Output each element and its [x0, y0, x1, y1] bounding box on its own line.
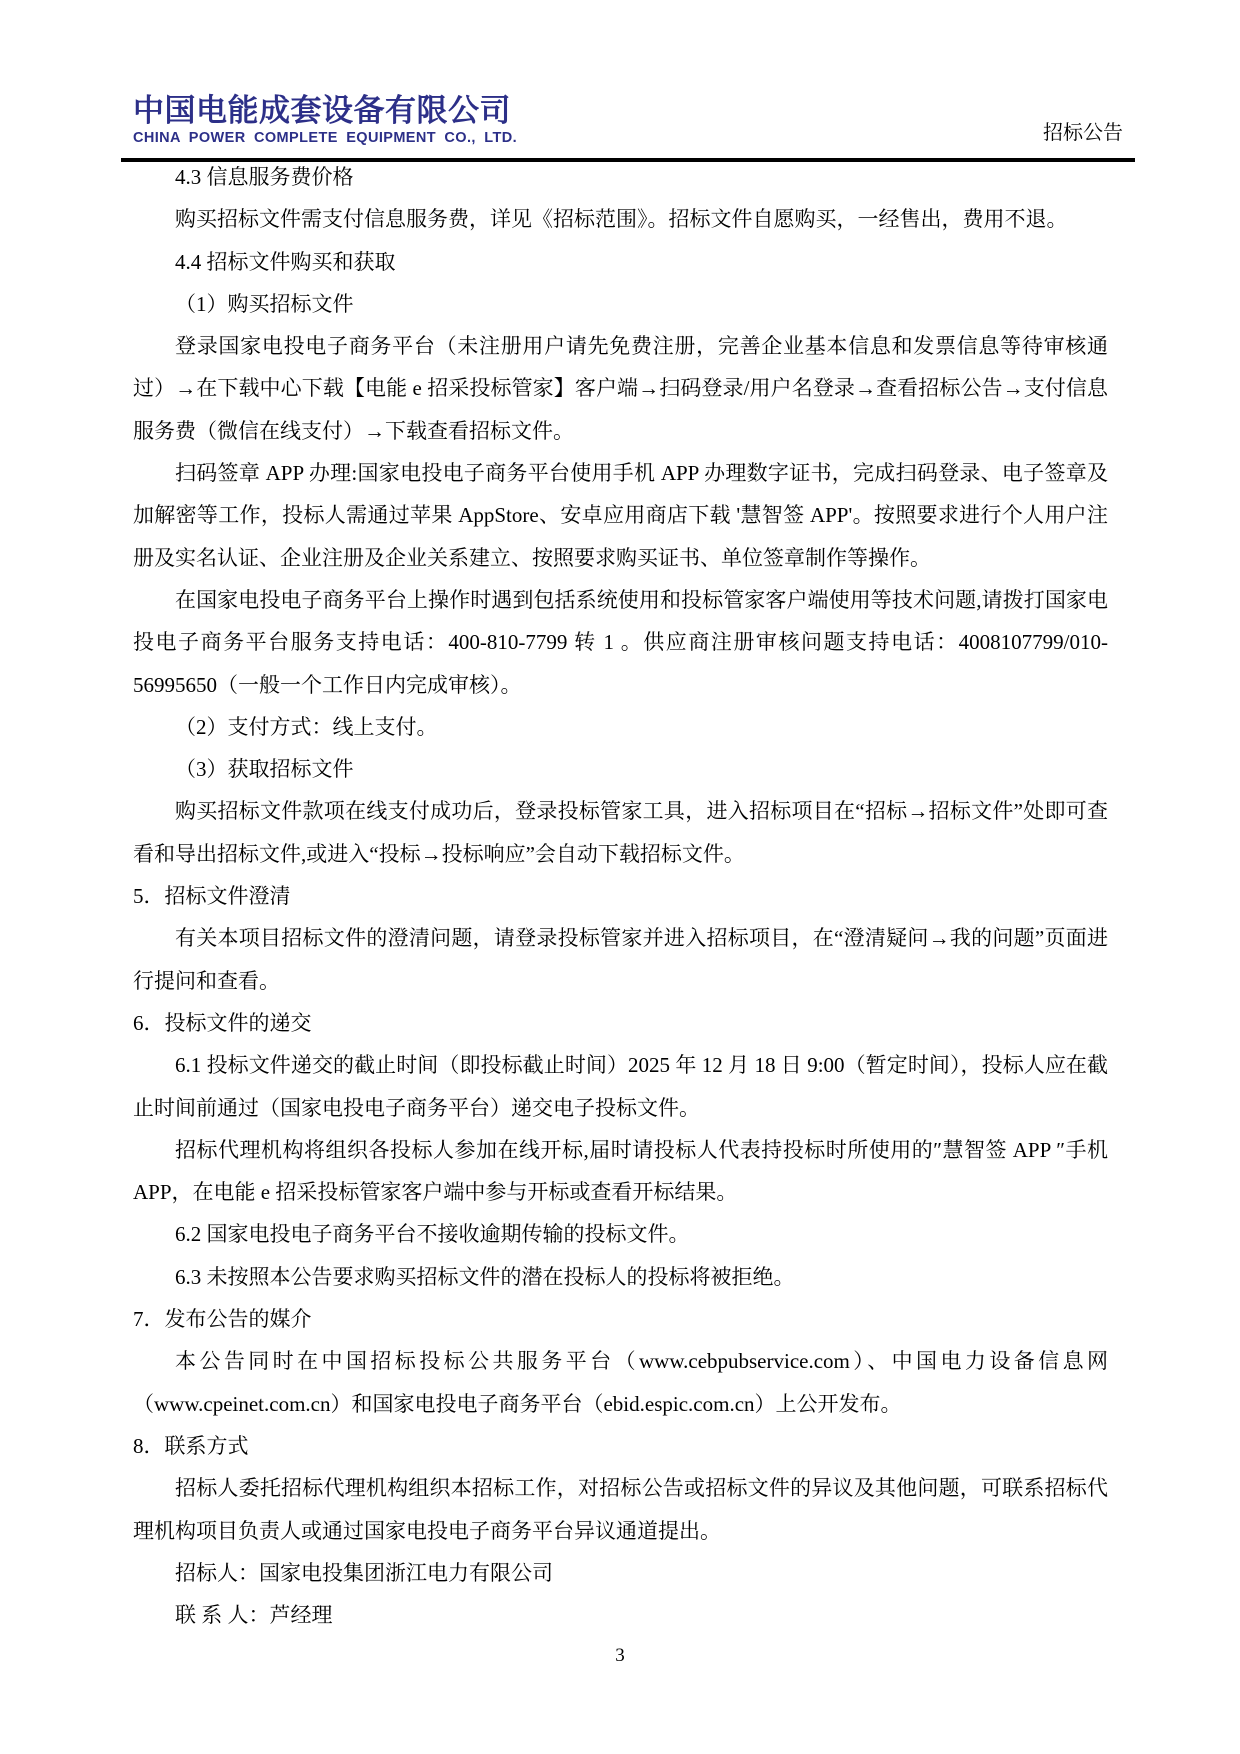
paragraph: （2）支付方式：线上支付。: [175, 714, 438, 739]
paragraph: 4.3 信息服务费价格: [175, 165, 354, 189]
paragraph: 招标人：国家电投集团浙江电力有限公司: [175, 1560, 553, 1585]
paragraph: （3）获取招标文件: [175, 757, 354, 782]
document-body: [133, 156, 1108, 1636]
paragraph: 登录国家电投电子商务平台（未注册用户请先免费注册，完善企业基本信息和发票信息等待审核通过）→在下载中心下载【电能 e 招采投标管家】客户端→扫码登录/用户名登录→查看招标公告→支付信息服务费（微信在线支付）→下载查看招标文件。: [133, 334, 1108, 443]
document-type-label: 招标公告: [1043, 122, 1123, 144]
paragraph: 联 系 人：芦经理: [175, 1603, 333, 1628]
paragraph: 6.2 国家电投电子商务平台不接收逾期传输的投标文件。: [175, 1222, 690, 1247]
paragraph: 招标代理机构将组织各投标人参加在线开标,届时请投标人代表持投标时所使用的″慧智签 APP ″手机 APP，在电能 e 招采投标管家客户端中参与开标或查看开标结果。: [133, 1137, 1108, 1205]
company-name-chinese: 中国电能成套设备有限公司: [133, 92, 511, 128]
document-footer: [0, 1645, 1240, 1667]
paragraph: （1）购买招标文件: [175, 291, 354, 316]
paragraph: 5．招标文件澄清: [133, 884, 291, 909]
document-header: [133, 84, 1123, 146]
paragraph: 招标人委托招标代理机构组织本招标工作，对招标公告或招标文件的异议及其他问题，可联系招标代理机构项目负责人或通过国家电投电子商务平台异议通道提出。: [133, 1476, 1108, 1543]
paragraph: 有关本项目招标文件的澄清问题，请登录投标管家并进入招标项目，在“澄清疑问→我的问题”页面进行提问和查看。: [133, 926, 1108, 993]
paragraph: 6.3 未按照本公告要求购买招标文件的潜在投标人的投标将被拒绝。: [175, 1264, 795, 1289]
paragraph: 7．发布公告的媒介: [133, 1307, 312, 1332]
company-name-english: CHINA POWER COMPLETE EQUIPMENT CO., LTD.: [133, 130, 517, 146]
paragraph: 在国家电投电子商务平台上操作时遇到包括系统使用和投标管家客户端使用等技术问题,请拨打国家电投电子商务平台服务支持电话：400-810-7799 转 1 。供应商注册审核问题支持电话：4008107799/010-56995650（一般一个工作日内完成审核）。: [133, 587, 1108, 697]
paragraph: 购买招标文件款项在线支付成功后，登录投标管家工具，进入招标项目在“招标→招标文件”处即可查看和导出招标文件,或进入“投标→投标响应”会自动下载招标文件。: [133, 799, 1108, 866]
company-logo: [133, 94, 517, 146]
page-number: 3: [615, 1645, 625, 1666]
paragraph: 扫码签章 APP 办理:国家电投电子商务平台使用手机 APP 办理数字证书，完成扫码登录、电子签章及加解密等工作，投标人需通过苹果 AppStore、安卓应用商店下载 '慧智签 APP'。按照要求进行个人用户注册及实名认证、企业注册及企业关系建立、按照要求购买证书、单位签章制作等操作。: [133, 461, 1108, 570]
paragraph: 本公告同时在中国招标投标公共服务平台（www.cebpubservice.com）、中国电力设备信息网（www.cpeinet.com.cn）和国家电投电子商务平台（ebid.espic.com.cn）上公开发布。: [133, 1349, 1108, 1416]
paragraph: 6．投标文件的递交: [133, 1010, 312, 1035]
paragraph: 6.1 投标文件递交的截止时间（即投标截止时间）2025 年 12 月 18 日 9:00（暂定时间），投标人应在截止时间前通过（国家电投电子商务平台）递交电子投标文件。: [133, 1053, 1108, 1120]
paragraph: 8．联系方式: [133, 1433, 249, 1458]
paragraph: 购买招标文件需支付信息服务费，详见《招标范围》。招标文件自愿购买，一经售出，费用不退。: [175, 207, 1068, 232]
paragraph: 4.4 招标文件购买和获取: [175, 249, 396, 274]
